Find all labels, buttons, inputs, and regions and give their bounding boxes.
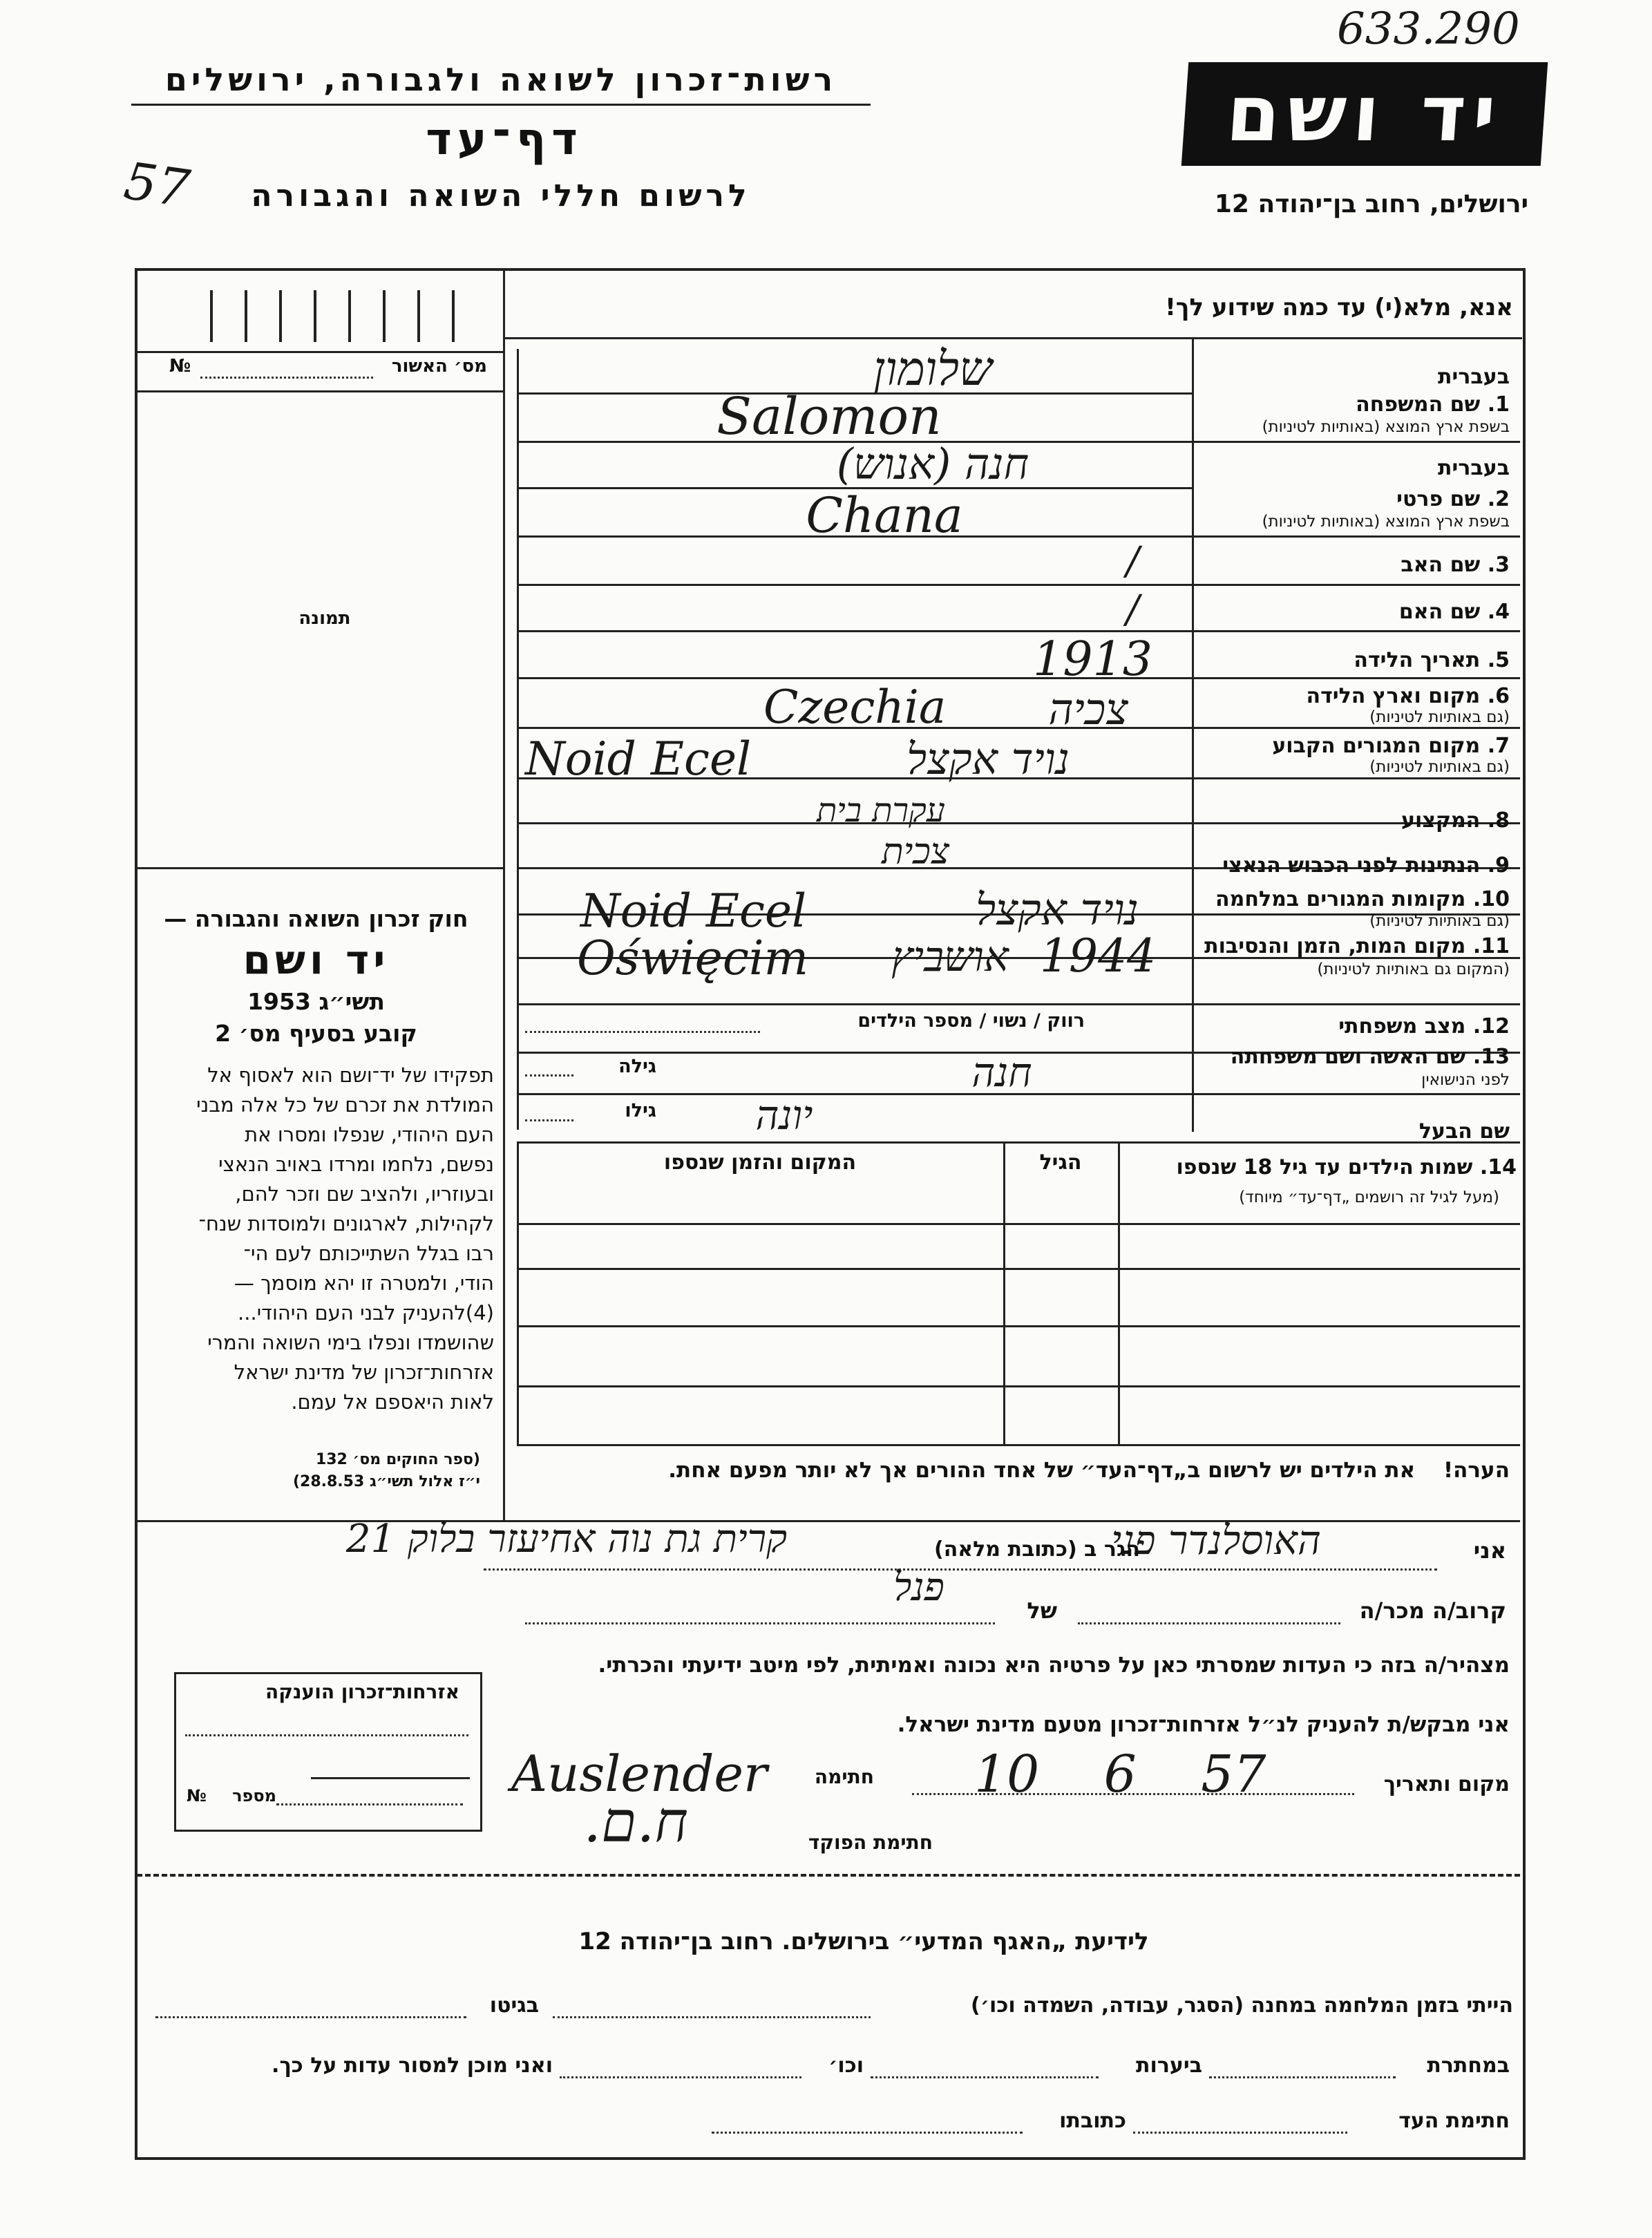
citizenship-field-2[interactable] bbox=[311, 1777, 470, 1779]
field-10-label bbox=[1202, 887, 1510, 911]
declaration-text: מצהיר/ה בזה כי העדות שמסרתי כאן על פרטיה היא נכונה ואמיתית, לפי מיטב ידיעתי והכרתי. bbox=[598, 1653, 1510, 1678]
field-1-number: 1. bbox=[1487, 392, 1510, 417]
footer-notice: לידיעת „האגף המדעי״ בירושלים. רחוב בן־יהודה 12 bbox=[578, 1928, 1149, 1955]
field-8-label bbox=[1202, 808, 1510, 833]
field-9-value[interactable]: צכית bbox=[881, 831, 949, 873]
value-column-left-edge bbox=[517, 349, 519, 1130]
husband-name-label: שם הבעל bbox=[1418, 1119, 1510, 1144]
law-text-line: רבו בגלל השתייכותם לעם הי־ bbox=[243, 1242, 494, 1265]
ready-to-testify-text: ואני מוכן למסור עדות על כך. bbox=[272, 2054, 553, 2078]
field-10-number: 10. bbox=[1472, 887, 1510, 911]
intro-text: אנא, מלא(י) עד כמה שידוע לך! bbox=[1165, 294, 1513, 321]
field-10-value-hebrew[interactable]: נויד אקצל bbox=[976, 884, 1139, 935]
request-text: אני מבקש/ת להעניק לנ״ל אזרחות־זכרון מטעם מדינת ישראל. bbox=[897, 1712, 1510, 1737]
officer-signature[interactable]: ח.ם. bbox=[583, 1790, 688, 1855]
field-1-text: שם המשפחה bbox=[1356, 392, 1481, 417]
children-row-line bbox=[517, 1444, 1520, 1446]
declarant-name[interactable]: האוסלנדר פני bbox=[1111, 1517, 1321, 1564]
form-subtitle: לרשום חללי השואה והגבורה bbox=[251, 178, 751, 214]
field-2-value-hebrew[interactable]: חנה (אנוש) bbox=[836, 439, 1029, 489]
field-7-text: מקום המגורים הקבוע bbox=[1272, 734, 1481, 758]
approval-stamp-ticks bbox=[178, 290, 455, 342]
approval-number-field[interactable] bbox=[200, 377, 373, 379]
field-11-number: 11. bbox=[1472, 934, 1510, 958]
field-3-number: 3. bbox=[1487, 553, 1510, 577]
field-9-number: 9. bbox=[1487, 853, 1510, 878]
label-row-line bbox=[1194, 727, 1520, 729]
etc-field[interactable] bbox=[560, 2076, 801, 2078]
field-5-text: תאריך הלידה bbox=[1354, 648, 1481, 672]
law-text-line: המולדת את זכרם של כל אלה מבני bbox=[196, 1093, 494, 1117]
witness-signature-label: חתימת העד bbox=[1398, 2109, 1510, 2133]
institution-name: רשות־זכרון לשואה ולגבורה, ירושלים bbox=[164, 61, 837, 98]
witness-address-label: כתובתו bbox=[1059, 2109, 1126, 2133]
label-row-line bbox=[1194, 584, 1520, 586]
field-3-value[interactable]: / bbox=[1126, 539, 1139, 584]
label-column-border bbox=[1192, 337, 1194, 1132]
label-row-line bbox=[1194, 630, 1520, 632]
field-12-dotted-line[interactable] bbox=[525, 1031, 760, 1033]
field-13-text: שם האשה ושם משפחתה bbox=[1230, 1045, 1466, 1069]
citizenship-field-1[interactable] bbox=[185, 1734, 468, 1736]
field-1-value-latin[interactable]: Salomon bbox=[716, 387, 942, 446]
field-3-label bbox=[1202, 553, 1510, 577]
field-2-sub: בשפת ארץ המוצא (באותיות לטיניות) bbox=[1262, 513, 1510, 531]
field-5-label bbox=[1202, 648, 1510, 672]
label-row-line bbox=[1194, 777, 1520, 779]
forests-label: ביערות bbox=[1136, 2054, 1202, 2078]
field-2-text: שם פרטי bbox=[1396, 487, 1481, 511]
photo-area[interactable] bbox=[142, 395, 497, 865]
field-9-label bbox=[1202, 853, 1510, 878]
place-date-label: מקום ותאריך bbox=[1383, 1772, 1510, 1796]
field-12-text: מצב משפחתי bbox=[1338, 1014, 1466, 1039]
label-row-line bbox=[1194, 677, 1520, 679]
children-col-age: הגיל bbox=[1039, 1150, 1082, 1175]
of-label: של bbox=[1027, 1597, 1057, 1624]
form-title: דף־עד bbox=[426, 114, 583, 165]
hebrew-tag-2: בעברית bbox=[1438, 456, 1510, 480]
label-row-line bbox=[1194, 535, 1520, 538]
residence-label: הגר ב (כתובת מלאה) bbox=[933, 1537, 1140, 1562]
ghetto-label: בגיטו bbox=[489, 1993, 539, 2018]
children-col-divider-2 bbox=[1118, 1144, 1120, 1444]
field-11-sub: (המקום גם באותיות לטיניות) bbox=[1317, 960, 1510, 978]
children-row-line bbox=[517, 1223, 1520, 1225]
field-4-text: שם האם bbox=[1398, 600, 1481, 624]
footer-line-1: הייתי בזמן המלחמה במחנה (הסגר, עבודה, השמדה וכו׳) bbox=[971, 1993, 1513, 2018]
field-7-label bbox=[1202, 734, 1510, 758]
field-13-value[interactable]: חנה bbox=[971, 1049, 1032, 1096]
citizenship-number-label: מספר bbox=[232, 1786, 276, 1805]
law-text-line: תפקידו של יד־ושם הוא לאסוף אל bbox=[207, 1063, 494, 1087]
underground-label: במחתרת bbox=[1427, 2054, 1510, 2078]
field-13-number: 13. bbox=[1472, 1045, 1510, 1069]
note-label: הערה! bbox=[1443, 1458, 1510, 1483]
yad-vashem-logo bbox=[1181, 62, 1548, 166]
handwritten-reference-number: 633.290 bbox=[1337, 3, 1520, 55]
field-9-text: הנתינות לפני הכבוש הנאצי bbox=[1222, 853, 1481, 878]
citizenship-number-field[interactable] bbox=[276, 1803, 463, 1805]
ghetto-field[interactable] bbox=[155, 2016, 466, 2018]
field-5-number: 5. bbox=[1487, 648, 1510, 672]
law-name: יד ושם bbox=[243, 936, 390, 983]
field-2-number: 2. bbox=[1487, 487, 1510, 511]
law-clause: קובע בסעיף מס׳ 2 bbox=[215, 1020, 417, 1047]
law-text-line: (4)להעניק לבני העם היהודי... bbox=[238, 1301, 494, 1325]
tear-line bbox=[137, 1874, 1520, 1877]
children-title-text: שמות הילדים עד גיל 18 שנספו bbox=[1176, 1155, 1473, 1179]
relation-value[interactable]: פנל bbox=[893, 1565, 944, 1610]
field-1-value-hebrew[interactable]: שלומון bbox=[873, 342, 993, 397]
field-12-options: רווק / נשוי / מספר הילדים bbox=[857, 1010, 1085, 1032]
header-address: ירושלים, רחוב בן־יהודה 12 bbox=[1214, 190, 1529, 218]
children-sub: (מעל לגיל זה רושמים „דף־עד״ מיוחד) bbox=[1239, 1188, 1499, 1206]
value-line bbox=[517, 1003, 1192, 1005]
age-label-husband: גילו bbox=[625, 1100, 656, 1121]
law-reference-2: י״ז אלול תשי״ג 28.8.53) bbox=[292, 1473, 480, 1490]
law-text-line: אזרחות־זכרון של מדינת ישראל bbox=[234, 1360, 494, 1384]
field-8-number: 8. bbox=[1487, 808, 1510, 833]
of-field[interactable] bbox=[525, 1622, 995, 1624]
signature-label: חתימה bbox=[814, 1765, 874, 1788]
left-column-border bbox=[503, 268, 505, 1522]
logo-text: יד ושם bbox=[1223, 69, 1506, 159]
underground-field[interactable] bbox=[1209, 2076, 1396, 2078]
field-13-sub: לפני הנישואין bbox=[1421, 1071, 1510, 1089]
photo-top-border bbox=[137, 390, 503, 392]
law-text-line: נפשם, נלחמו ומרדו באויב הנאצי bbox=[218, 1153, 494, 1176]
label-row-line bbox=[1194, 441, 1520, 443]
children-row-line bbox=[517, 1268, 1520, 1270]
field-2-value-latin[interactable]: Chana bbox=[806, 487, 963, 544]
field-11-value-latin[interactable]: Oświęcim bbox=[577, 931, 809, 986]
field-11-value-hebrew[interactable]: אושביץ bbox=[891, 933, 1009, 981]
age-field-wife[interactable] bbox=[525, 1074, 573, 1077]
law-reference-1: (ספר החוקים מס׳ 132 bbox=[315, 1451, 480, 1468]
field-12-label bbox=[1202, 1014, 1510, 1039]
note-text: את הילדים יש לרשום ב„דף־העד״ של אחד ההורים אך לא יותר מפעם אחת. bbox=[668, 1458, 1416, 1483]
camp-field[interactable] bbox=[553, 2016, 871, 2018]
relation-field[interactable] bbox=[1078, 1622, 1340, 1624]
no-sign: № bbox=[169, 356, 191, 377]
field-6-text: מקום וארץ הלידה bbox=[1306, 684, 1481, 708]
children-row-line bbox=[517, 1325, 1520, 1327]
field-12-number: 12. bbox=[1472, 1014, 1510, 1039]
field-3-text: שם האב bbox=[1401, 553, 1481, 577]
law-text-line: הודי, ולמטרה זו יהא מוסמך — bbox=[234, 1271, 494, 1295]
law-text-line: לאות היאספם אל עמם. bbox=[291, 1390, 494, 1414]
law-text-line: לקהילות, לארגונים ולמוסדות שנח־ bbox=[198, 1212, 494, 1235]
photo-bottom-border bbox=[137, 867, 503, 869]
value-line bbox=[517, 584, 1192, 586]
declaration-i-label: אני bbox=[1473, 1537, 1506, 1564]
field-10-sub: (גם באותיות לטיניות) bbox=[1369, 912, 1510, 930]
field-10-text: מקומות המגורים במלחמה bbox=[1215, 887, 1466, 911]
children-col-place: המקום והזמן שנספו bbox=[663, 1150, 857, 1175]
field-10-value-latin[interactable]: Noid Ecel bbox=[580, 884, 807, 938]
field-7-value-hebrew[interactable]: נויד אקצל bbox=[906, 734, 1070, 784]
field-8-value[interactable]: עקרת בית bbox=[817, 791, 945, 830]
field-4-label bbox=[1202, 600, 1510, 624]
date-field-line bbox=[912, 1793, 1354, 1795]
law-title: חוק זכרון השואה והגבורה — bbox=[164, 905, 468, 932]
field-6-number: 6. bbox=[1487, 684, 1510, 708]
officer-signature-label: חתימת הפוקד bbox=[808, 1831, 933, 1854]
label-row-line bbox=[1194, 1093, 1520, 1095]
field-7-value-latin[interactable]: Noid Ecel bbox=[525, 732, 752, 786]
children-row-line bbox=[517, 1385, 1520, 1387]
field-6-value-hebrew[interactable]: צכיה bbox=[1048, 684, 1128, 734]
field-6-sub: (גם באותיות לטיניות) bbox=[1369, 708, 1510, 726]
law-text-line: ובעוזריו, ולהציב שם וזכר להם, bbox=[235, 1182, 494, 1206]
children-title bbox=[1123, 1155, 1517, 1179]
relative-label: קרוב/ה מכר/ה bbox=[1359, 1597, 1506, 1624]
note-row bbox=[525, 1458, 1510, 1483]
intro-underline bbox=[503, 337, 1522, 339]
children-col-divider-1 bbox=[1003, 1144, 1005, 1444]
field-13-label bbox=[1202, 1045, 1510, 1069]
date-value[interactable]: 10 6 57 bbox=[974, 1745, 1266, 1804]
age-label-wife: גילה bbox=[618, 1056, 656, 1077]
declarant-address[interactable]: קרית גת נוה אחיעזר בלוק 21 bbox=[345, 1517, 788, 1562]
field-11-value-year[interactable]: 1944 bbox=[1040, 929, 1156, 983]
children-top-line bbox=[517, 1141, 1520, 1144]
witness-signature-field[interactable] bbox=[1133, 2132, 1347, 2134]
hebrew-tag-1: בעברית bbox=[1438, 365, 1510, 389]
field-11-text: מקום המות, הזמן והנסיבות bbox=[1204, 934, 1466, 958]
photo-label: תמונה bbox=[298, 608, 351, 629]
witness-address-field[interactable] bbox=[712, 2132, 1023, 2134]
law-text-line: שהושמדו ונפלו בימי השואה והמרי bbox=[207, 1331, 494, 1354]
field-4-number: 4. bbox=[1487, 600, 1510, 624]
approval-number-label: מס׳ האשור bbox=[391, 356, 487, 377]
declarant-signature[interactable]: Auslender bbox=[511, 1745, 768, 1803]
field-6-value-latin[interactable]: Czechia bbox=[763, 681, 947, 734]
margin-note: 57 bbox=[120, 151, 193, 220]
field-7-sub: (גם באותיות לטיניות) bbox=[1369, 758, 1510, 776]
age-field-husband[interactable] bbox=[525, 1119, 573, 1121]
field-5-value[interactable]: 1913 bbox=[1033, 632, 1153, 687]
field-1-label bbox=[1202, 392, 1510, 417]
field-8-text: המקצוע bbox=[1401, 808, 1481, 833]
etc-label: וכו׳ bbox=[828, 2054, 864, 2078]
field-1-sub: בשפת ארץ המוצא (באותיות לטיניות) bbox=[1262, 418, 1510, 436]
field-2-label bbox=[1202, 487, 1510, 511]
field-6-label bbox=[1202, 684, 1510, 708]
law-text-block bbox=[138, 1061, 494, 1417]
field-7-number: 7. bbox=[1487, 734, 1510, 758]
label-row-line bbox=[1194, 1003, 1520, 1005]
forests-field[interactable] bbox=[871, 2076, 1099, 2078]
children-number: 14. bbox=[1479, 1155, 1517, 1179]
law-text-line: העם היהודי, שנפלו ומסרו את bbox=[245, 1123, 494, 1146]
ticks-baseline bbox=[137, 351, 503, 353]
citizenship-box-title: אזרחות־זכרון הוענקה bbox=[265, 1680, 459, 1703]
citizenship-no-sign: № bbox=[187, 1786, 207, 1805]
field-4-value[interactable]: / bbox=[1126, 587, 1139, 632]
husband-name-value[interactable]: יונה bbox=[755, 1092, 813, 1139]
institution-underline bbox=[131, 104, 871, 106]
field-11-label bbox=[1202, 934, 1510, 958]
children-left-edge bbox=[517, 1141, 519, 1445]
law-year: תשי״ג 1953 bbox=[247, 988, 385, 1015]
